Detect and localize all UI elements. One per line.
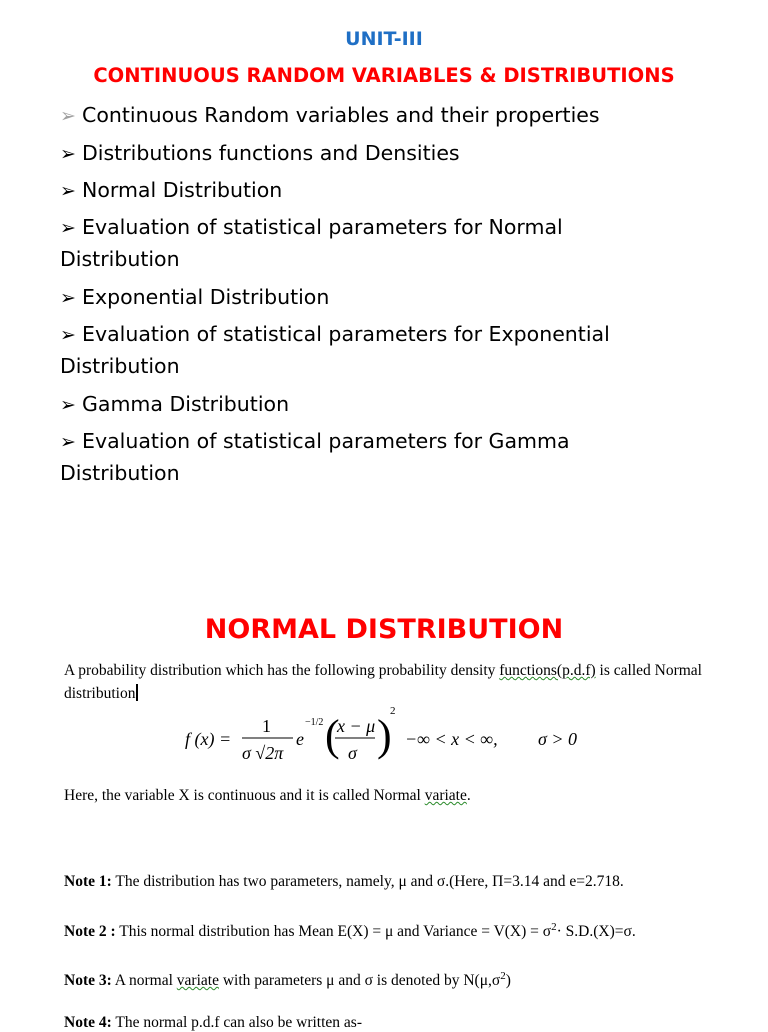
note-superscript: 2 xyxy=(551,921,557,933)
variate-paragraph xyxy=(64,787,471,805)
list-item-text: Exponential Distribution xyxy=(82,285,330,309)
unit-label: UNIT-III xyxy=(345,28,423,50)
arrow-bullet-icon: ➢ xyxy=(60,105,76,127)
list-item xyxy=(60,426,570,489)
arrow-bullet-icon: ➢ xyxy=(60,143,76,165)
list-item-text-cont: Distribution xyxy=(60,461,180,485)
list-item xyxy=(60,212,563,275)
note-1 xyxy=(64,873,624,891)
note-label: Note 1: xyxy=(64,873,112,890)
arrow-bullet-icon: ➢ xyxy=(60,394,76,416)
formula-frac-num: x − μ xyxy=(337,716,376,736)
list-item-text: Normal Distribution xyxy=(82,178,283,202)
note-label: Note 3: xyxy=(64,972,112,990)
formula-den: σ √2π xyxy=(242,743,284,763)
note-term: variate xyxy=(176,972,219,990)
note-superscript: 2 xyxy=(500,970,506,982)
list-item-text-cont: Distribution xyxy=(60,354,180,378)
list-item-text: Continuous Random variables and their properties xyxy=(82,103,600,127)
variate-term: variate xyxy=(424,787,467,804)
list-item-text: Distributions functions and Densities xyxy=(82,141,460,165)
intro-paragraph xyxy=(64,662,702,680)
formula-cond: σ > 0 xyxy=(538,729,578,749)
variate-text: Here, the variable X is continuous and it is called Normal xyxy=(64,787,425,804)
note-label: Note 2 : xyxy=(64,923,116,941)
note-text: The normal p.d.f can also be written as- xyxy=(111,1014,362,1031)
text-cursor xyxy=(136,684,138,701)
note-3 xyxy=(64,970,511,990)
list-item-text: Evaluation of statistical parameters for Normal xyxy=(82,215,563,239)
formula-range: −∞ < x < ∞, xyxy=(405,729,498,749)
note-4 xyxy=(64,1014,362,1032)
list-item xyxy=(60,138,460,170)
list-item-text: Gamma Distribution xyxy=(82,392,290,416)
list-item xyxy=(60,319,610,382)
formula-lhs: f (x) = xyxy=(185,729,232,749)
arrow-bullet-icon: ➢ xyxy=(60,287,76,309)
formula-e: e xyxy=(296,729,304,749)
list-item-text: Evaluation of statistical parameters for Exponential xyxy=(82,322,610,346)
arrow-bullet-icon: ➢ xyxy=(60,324,76,346)
variate-period: . xyxy=(466,787,471,804)
note-text: This normal distribution has Mean E(X) = μ and Variance = V(X) = σ xyxy=(115,923,552,941)
intro-text: A probability distribution which has the following probability density xyxy=(64,662,500,679)
note-label: Note 4: xyxy=(64,1014,112,1031)
arrow-bullet-icon: ➢ xyxy=(60,431,76,453)
note-2 xyxy=(64,921,636,941)
section-title: NORMAL DISTRIBUTION xyxy=(204,614,564,645)
formula-exp: −1/2 xyxy=(305,717,324,728)
list-item-text: Evaluation of statistical parameters for Gamma xyxy=(82,429,570,453)
formula-power: 2 xyxy=(390,705,396,717)
intro-text-end: is called Normal xyxy=(595,662,702,679)
pdf-formula xyxy=(185,702,605,764)
note-text: The distribution has two parameters, namely, μ and σ.(Here, Π=3.14 and e=2.718. xyxy=(111,873,624,890)
list-item xyxy=(60,175,282,207)
intro-paragraph-cont xyxy=(64,684,138,703)
list-item-text-cont: Distribution xyxy=(60,247,180,271)
note-text-tail: ) xyxy=(505,972,511,990)
note-text-cont: with parameters μ and σ is denoted by N(μ,σ xyxy=(218,972,501,990)
list-item xyxy=(60,389,289,421)
note-text-tail: · S.D.(X)=σ. xyxy=(556,923,636,941)
note-text: A normal xyxy=(111,972,177,990)
list-item xyxy=(60,100,600,132)
arrow-bullet-icon: ➢ xyxy=(60,217,76,239)
list-item xyxy=(60,282,329,314)
svg-text:): ) xyxy=(377,711,392,760)
arrow-bullet-icon: ➢ xyxy=(60,180,76,202)
intro-term: functions(p.d.f) xyxy=(499,662,596,679)
formula-num: 1 xyxy=(262,716,271,736)
svg-text:(: ( xyxy=(325,711,340,760)
page-heading: CONTINUOUS RANDOM VARIABLES & DISTRIBUTIONS xyxy=(93,64,675,87)
formula-frac-den: σ xyxy=(348,743,357,763)
intro-text-cont: distribution xyxy=(64,685,136,702)
